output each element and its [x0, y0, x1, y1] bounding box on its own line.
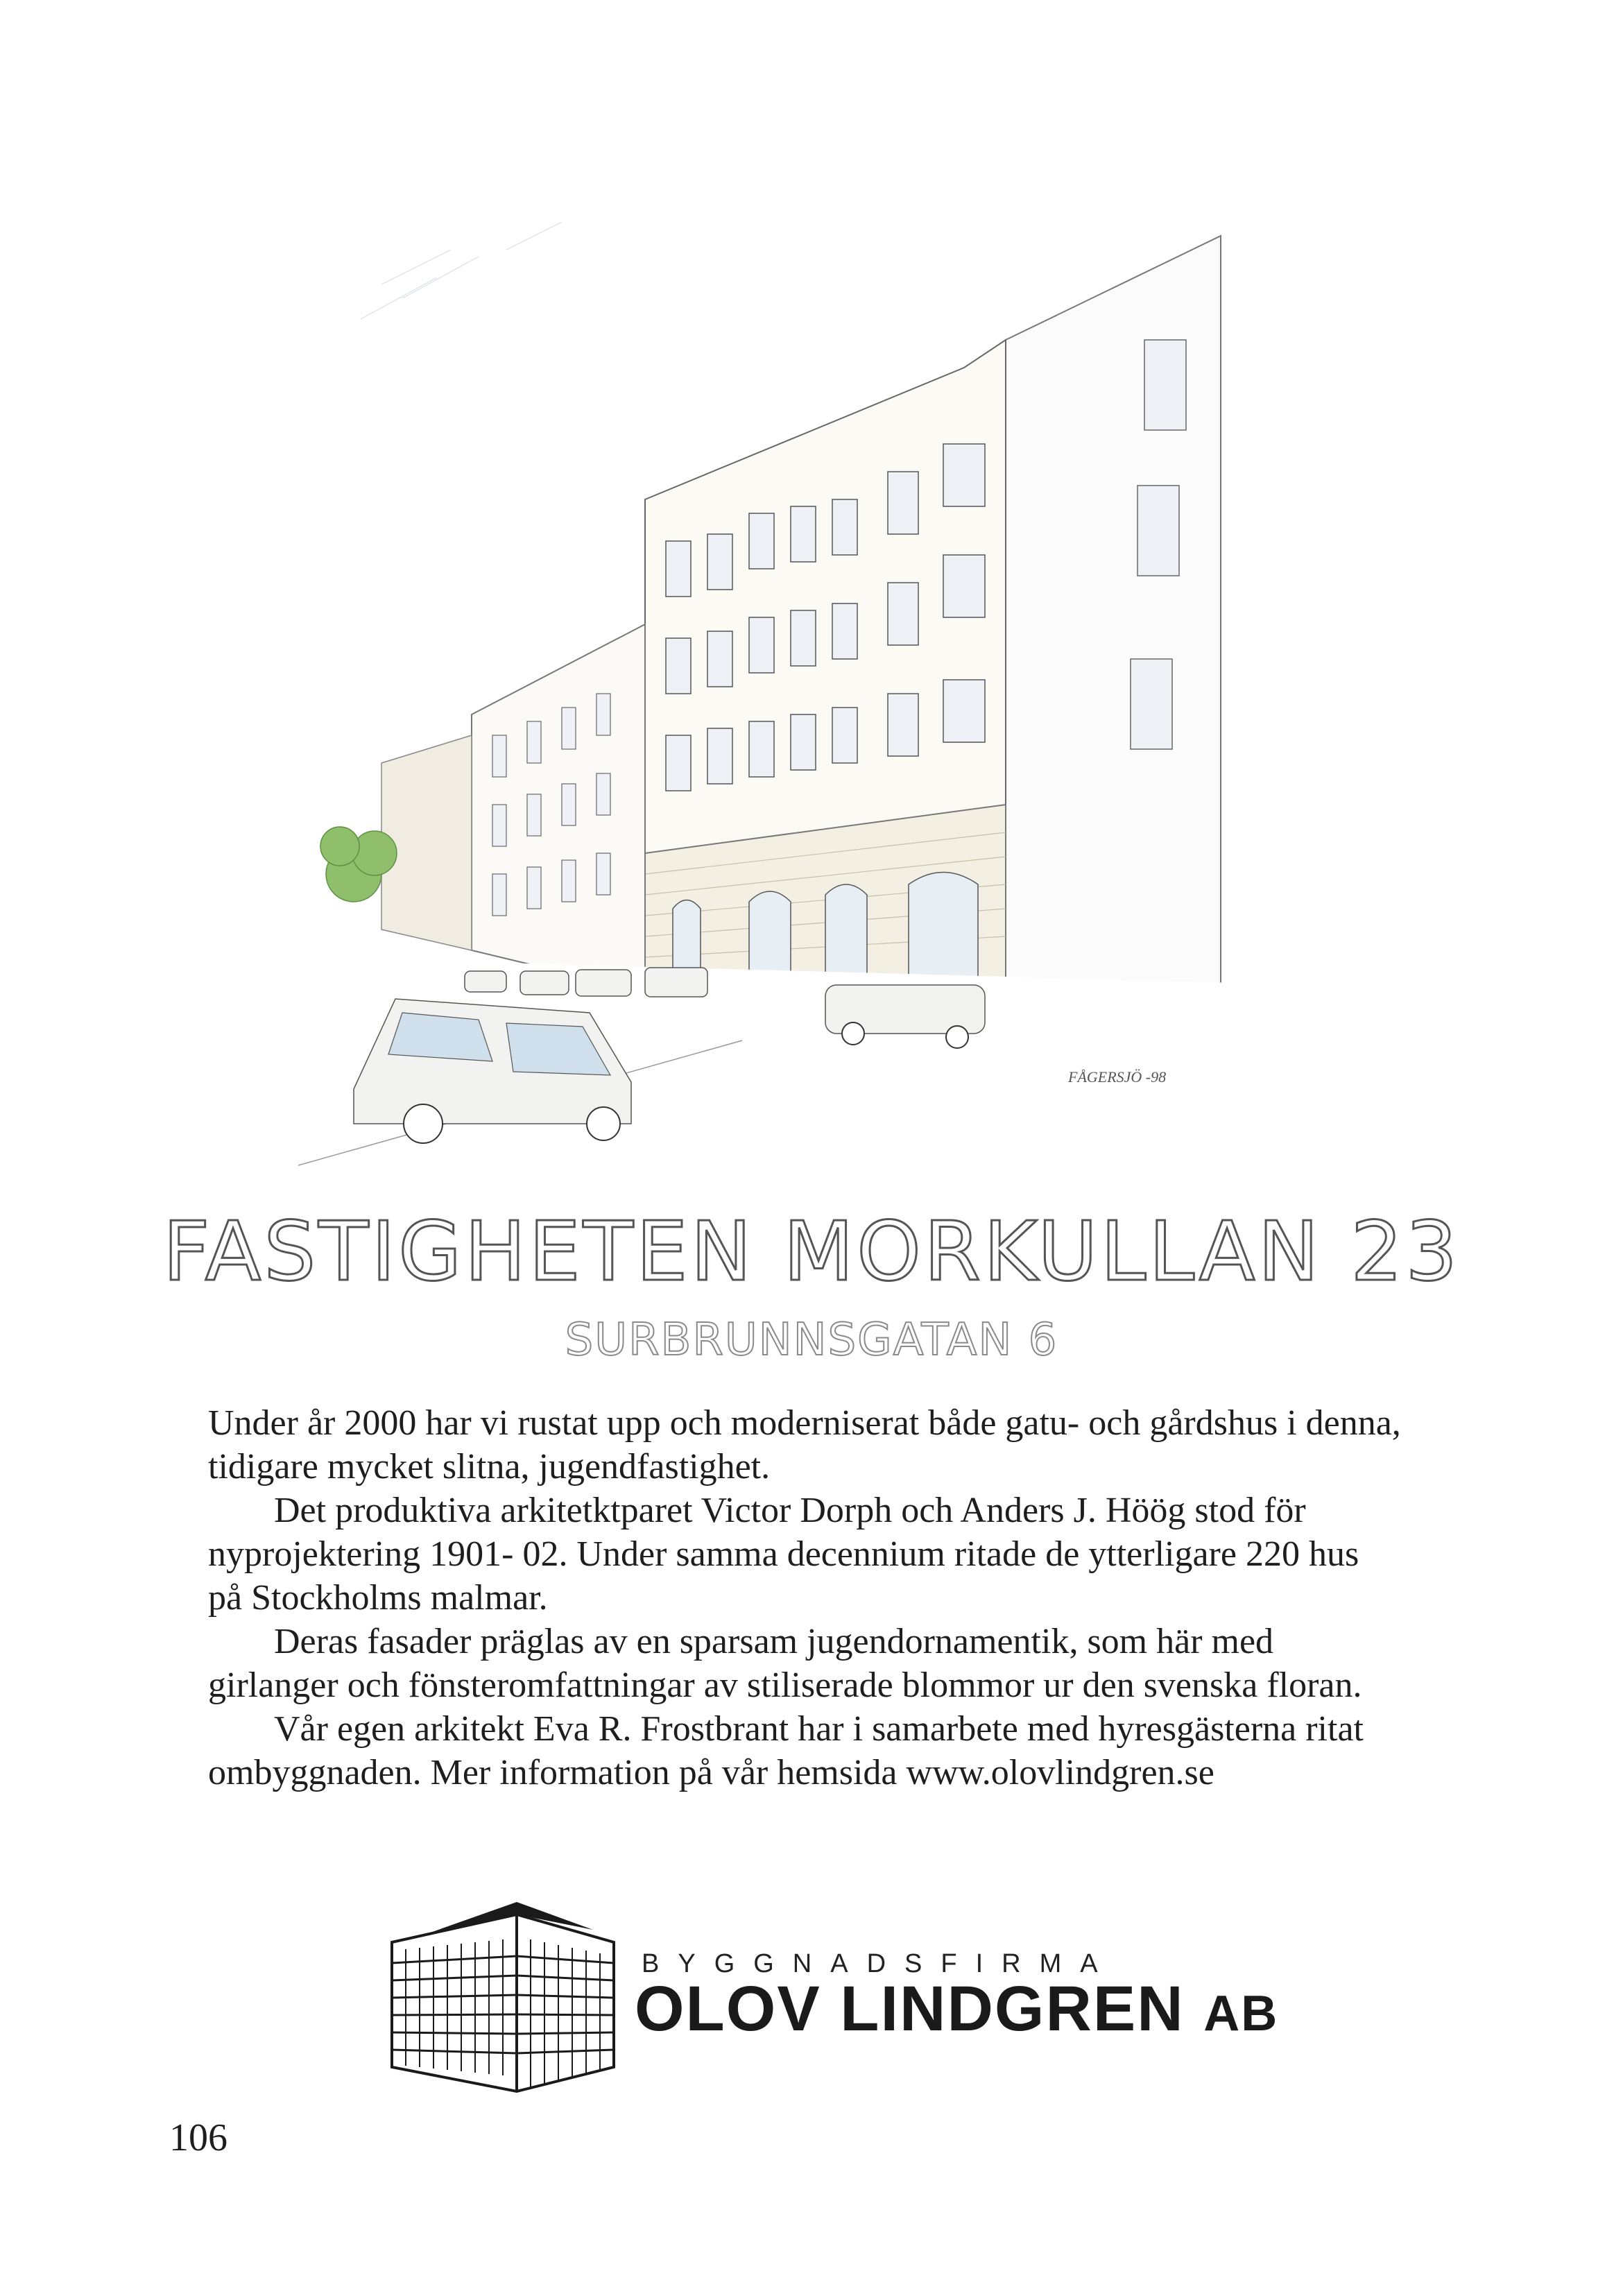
- body-text: [208, 1401, 1401, 1794]
- building-logo-icon: [385, 1887, 621, 2095]
- company-logo: [385, 1887, 1279, 2095]
- logo-suffix: AB: [1203, 1986, 1279, 2041]
- logo-kicker: BYGGNADSFIRMA: [642, 1949, 1117, 1978]
- page-title: FASTIGHETEN MORKULLAN 23: [162, 1203, 1461, 1299]
- paragraph-4: Vår egen arkitekt Eva R. Frostbrant har i samarbete med hyresgästerna ritat ombyggnaden. Mer information på vår hemsida www.olovlindgren.se: [208, 1709, 1364, 1792]
- page-number: 106: [169, 2116, 227, 2159]
- paragraph-1: Under år 2000 har vi rustat upp och moderniserat både gatu- och gårdshus i denna, tidigare mycket slitna, jugendfastighet.: [208, 1403, 1401, 1487]
- logo-company-name: [635, 1973, 1279, 2044]
- logo-name-text: OLOV LINDGREN: [635, 1973, 1185, 2044]
- artist-signature: FÅGERSJÖ -98: [1068, 1068, 1167, 1086]
- paragraph-3: Deras fasader präglas av en sparsam jugendornamentik, som här med girlanger och fönsteromfattningar av stiliserade blommor ur den svenska floran.: [208, 1622, 1362, 1705]
- page-subtitle: SURBRUNNSGATAN 6: [565, 1314, 1058, 1366]
- building-illustration: [298, 208, 1311, 1193]
- paragraph-2: Det produktiva arkitetktparet Victor Dorph och Anders J. Höög stod för nyprojektering 1901- 02. Under samma decennium ritade de ytterligare 220 hus på Stockholms malmar.: [208, 1491, 1359, 1618]
